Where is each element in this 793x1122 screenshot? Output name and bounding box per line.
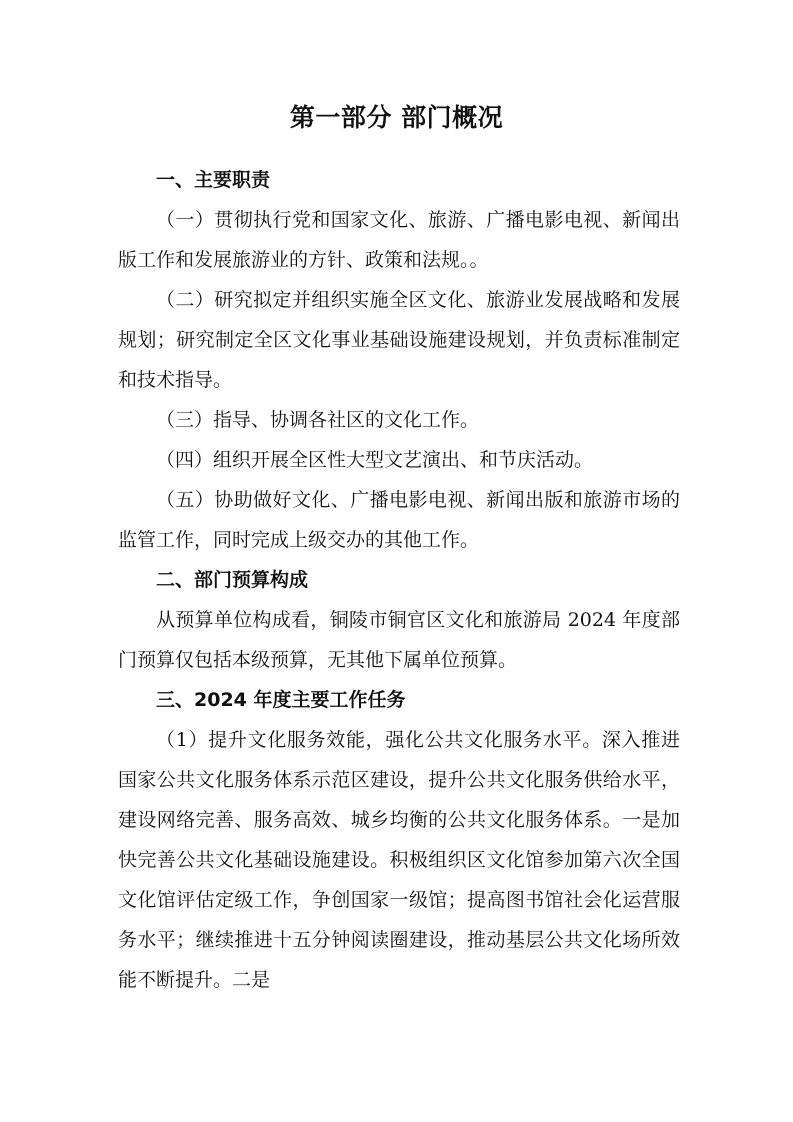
section-heading-work-tasks: 三、2024 年度主要工作任务 bbox=[156, 689, 406, 711]
section-heading-duties: 一、主要职责 bbox=[156, 169, 271, 191]
budget-composition-paragraph: 从预算单位构成看，铜陵市铜官区文化和旅游局 2024 年度部门预算仅包括本级预算，无其他下属单位预算。 bbox=[118, 609, 680, 671]
duty-item-4: （四）组织开展全区性大型文艺演出、和节庆活动。 bbox=[156, 449, 594, 471]
page-title: 第一部分 部门概况 bbox=[289, 103, 504, 132]
duty-item-1: （一）贯彻执行党和国家文化、旅游、广播电影电视、新闻出版工作和发展旅游业的方针、政策和法规。。 bbox=[118, 209, 680, 271]
work-task-paragraph-1: （1）提升文化服务效能，强化公共文化服务水平。深入推进国家公共文化服务体系示范区建设，提升公共文化服务供给水平，建设网络完善、服务高效、城乡均衡的公共文化服务体系。一是加快完善公共文化基础设施建设。积极组织区文化馆参加第六次全国文化馆评估定级工作，争创国家一级馆；提高图书馆社会化运营服务水平；继续推进十五分钟阅读圈建设，推动基层公共文化场所效能不断提升。二是 bbox=[118, 729, 680, 991]
duty-item-5: （五）协助做好文化、广播电影电视、新闻出版和旅游市场的监管工作，同时完成上级交办的其他工作。 bbox=[118, 489, 680, 551]
duty-item-3: （三）指导、协调各社区的文化工作。 bbox=[156, 409, 480, 431]
document-body bbox=[118, 160, 680, 1000]
duty-item-2: （二）研究拟定并组织实施全区文化、旅游业发展战略和发展规划；研究制定全区文化事业基础设施建设规划，并负责标准制定和技术指导。 bbox=[118, 289, 680, 391]
section-heading-budget-composition: 二、部门预算构成 bbox=[156, 569, 309, 591]
